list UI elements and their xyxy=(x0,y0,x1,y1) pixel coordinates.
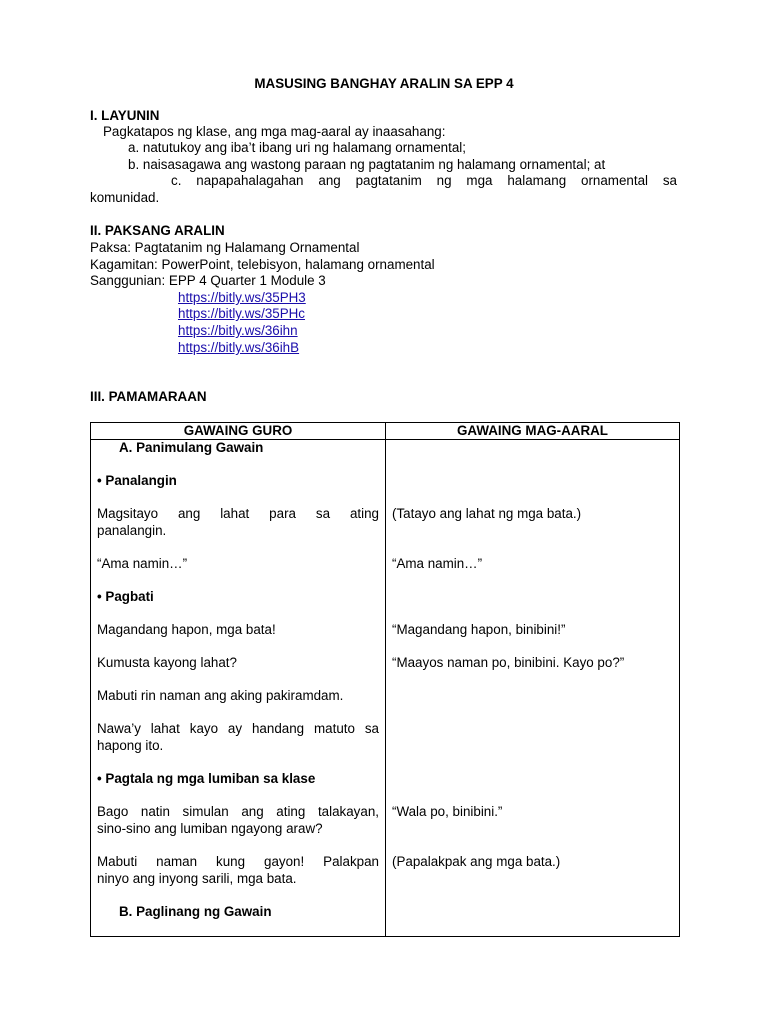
guro-mabuti: Mabuti rin naman ang aking pakiramdam. xyxy=(97,688,344,703)
column-header-gawaing-mag-aaral: GAWAING MAG-AARAL xyxy=(386,423,680,440)
document-title: MASUSING BANGHAY ARALIN SA EPP 4 xyxy=(254,76,514,91)
guro-bago: Bago natin simulan ang ating talakayan, xyxy=(97,804,379,819)
section-heading-pamamaraan: III. PAMAMARAAN xyxy=(90,389,207,404)
panalangin-heading: • Panalangin xyxy=(97,473,177,488)
magaaral-papalakpak: (Papalakpak ang mga bata.) xyxy=(392,854,561,869)
paksa-line: Paksa: Pagtatanim ng Halamang Ornamental xyxy=(90,240,360,255)
layunin-item-b: b. naisasagawa ang wastong paraan ng pagtatanim ng halamang ornamental; at xyxy=(128,157,606,172)
reference-link-4[interactable]: https://bitly.ws/36ihB xyxy=(178,340,300,355)
guro-magsitayo-continued: panalangin. xyxy=(97,523,167,538)
reference-link-3[interactable]: https://bitly.ws/36ihn xyxy=(178,323,298,338)
reference-link-1[interactable]: https://bitly.ws/35PH3 xyxy=(178,290,306,305)
guro-magsitayo: Magsitayo ang lahat para sa ating xyxy=(97,506,379,521)
layunin-item-c: c. napapahalagahan ang pagtatanim ng mga halamang ornamental sa xyxy=(171,173,677,188)
section-heading-layunin: I. LAYUNIN xyxy=(90,108,160,123)
section-heading-paksang-aralin: II. PAKSANG ARALIN xyxy=(90,223,225,238)
guro-magandang-hapon: Magandang hapon, mga bata! xyxy=(97,622,276,637)
magaaral-magandang-hapon: “Magandang hapon, binibini!” xyxy=(392,622,566,637)
layunin-item-a: a. natutukoy ang iba’t ibang uri ng halamang ornamental; xyxy=(128,140,466,155)
magaaral-maayos: “Maayos naman po, binibini. Kayo po?” xyxy=(392,655,625,670)
procedure-table xyxy=(90,422,680,937)
reference-link-2[interactable]: https://bitly.ws/35PHc xyxy=(178,306,306,321)
gawaing-guro-cell xyxy=(91,440,386,937)
magaaral-wala: “Wala po, binibini.” xyxy=(392,804,503,819)
guro-bago-continued: sino-sino ang lumiban ngayong araw? xyxy=(97,821,323,836)
pagbati-heading: • Pagbati xyxy=(97,589,154,604)
guro-nawa: Nawa’y lahat kayo ay handang matuto sa xyxy=(97,721,379,736)
column-header-gawaing-guro: GAWAING GURO xyxy=(91,423,386,440)
magaaral-ama-namin: “Ama namin…” xyxy=(392,556,483,571)
guro-kumusta: Kumusta kayong lahat? xyxy=(97,655,237,670)
part-b-heading: B. Paglinang ng Gawain xyxy=(119,904,272,919)
guro-mabuti-naman: Mabuti naman kung gayon! Palakpan xyxy=(97,854,379,869)
guro-nawa-continued: hapong ito. xyxy=(97,738,164,753)
guro-ama-namin: “Ama namin…” xyxy=(97,556,188,571)
kagamitan-line: Kagamitan: PowerPoint, telebisyon, halamang ornamental xyxy=(90,257,435,272)
sanggunian-line: Sanggunian: EPP 4 Quarter 1 Module 3 xyxy=(90,273,326,288)
part-a-heading: A. Panimulang Gawain xyxy=(119,440,264,455)
guro-mabuti-naman-continued: ninyo ang inyong sarili, mga bata. xyxy=(97,871,297,886)
pagtala-heading: • Pagtala ng mga lumiban sa klase xyxy=(97,771,316,786)
gawaing-mag-aaral-cell xyxy=(386,440,680,937)
magaaral-tatayo: (Tatayo ang lahat ng mga bata.) xyxy=(392,506,582,521)
layunin-item-c-continued: komunidad. xyxy=(90,190,160,205)
layunin-intro: Pagkatapos ng klase, ang mga mag-aaral ay inaasahang: xyxy=(103,124,446,139)
